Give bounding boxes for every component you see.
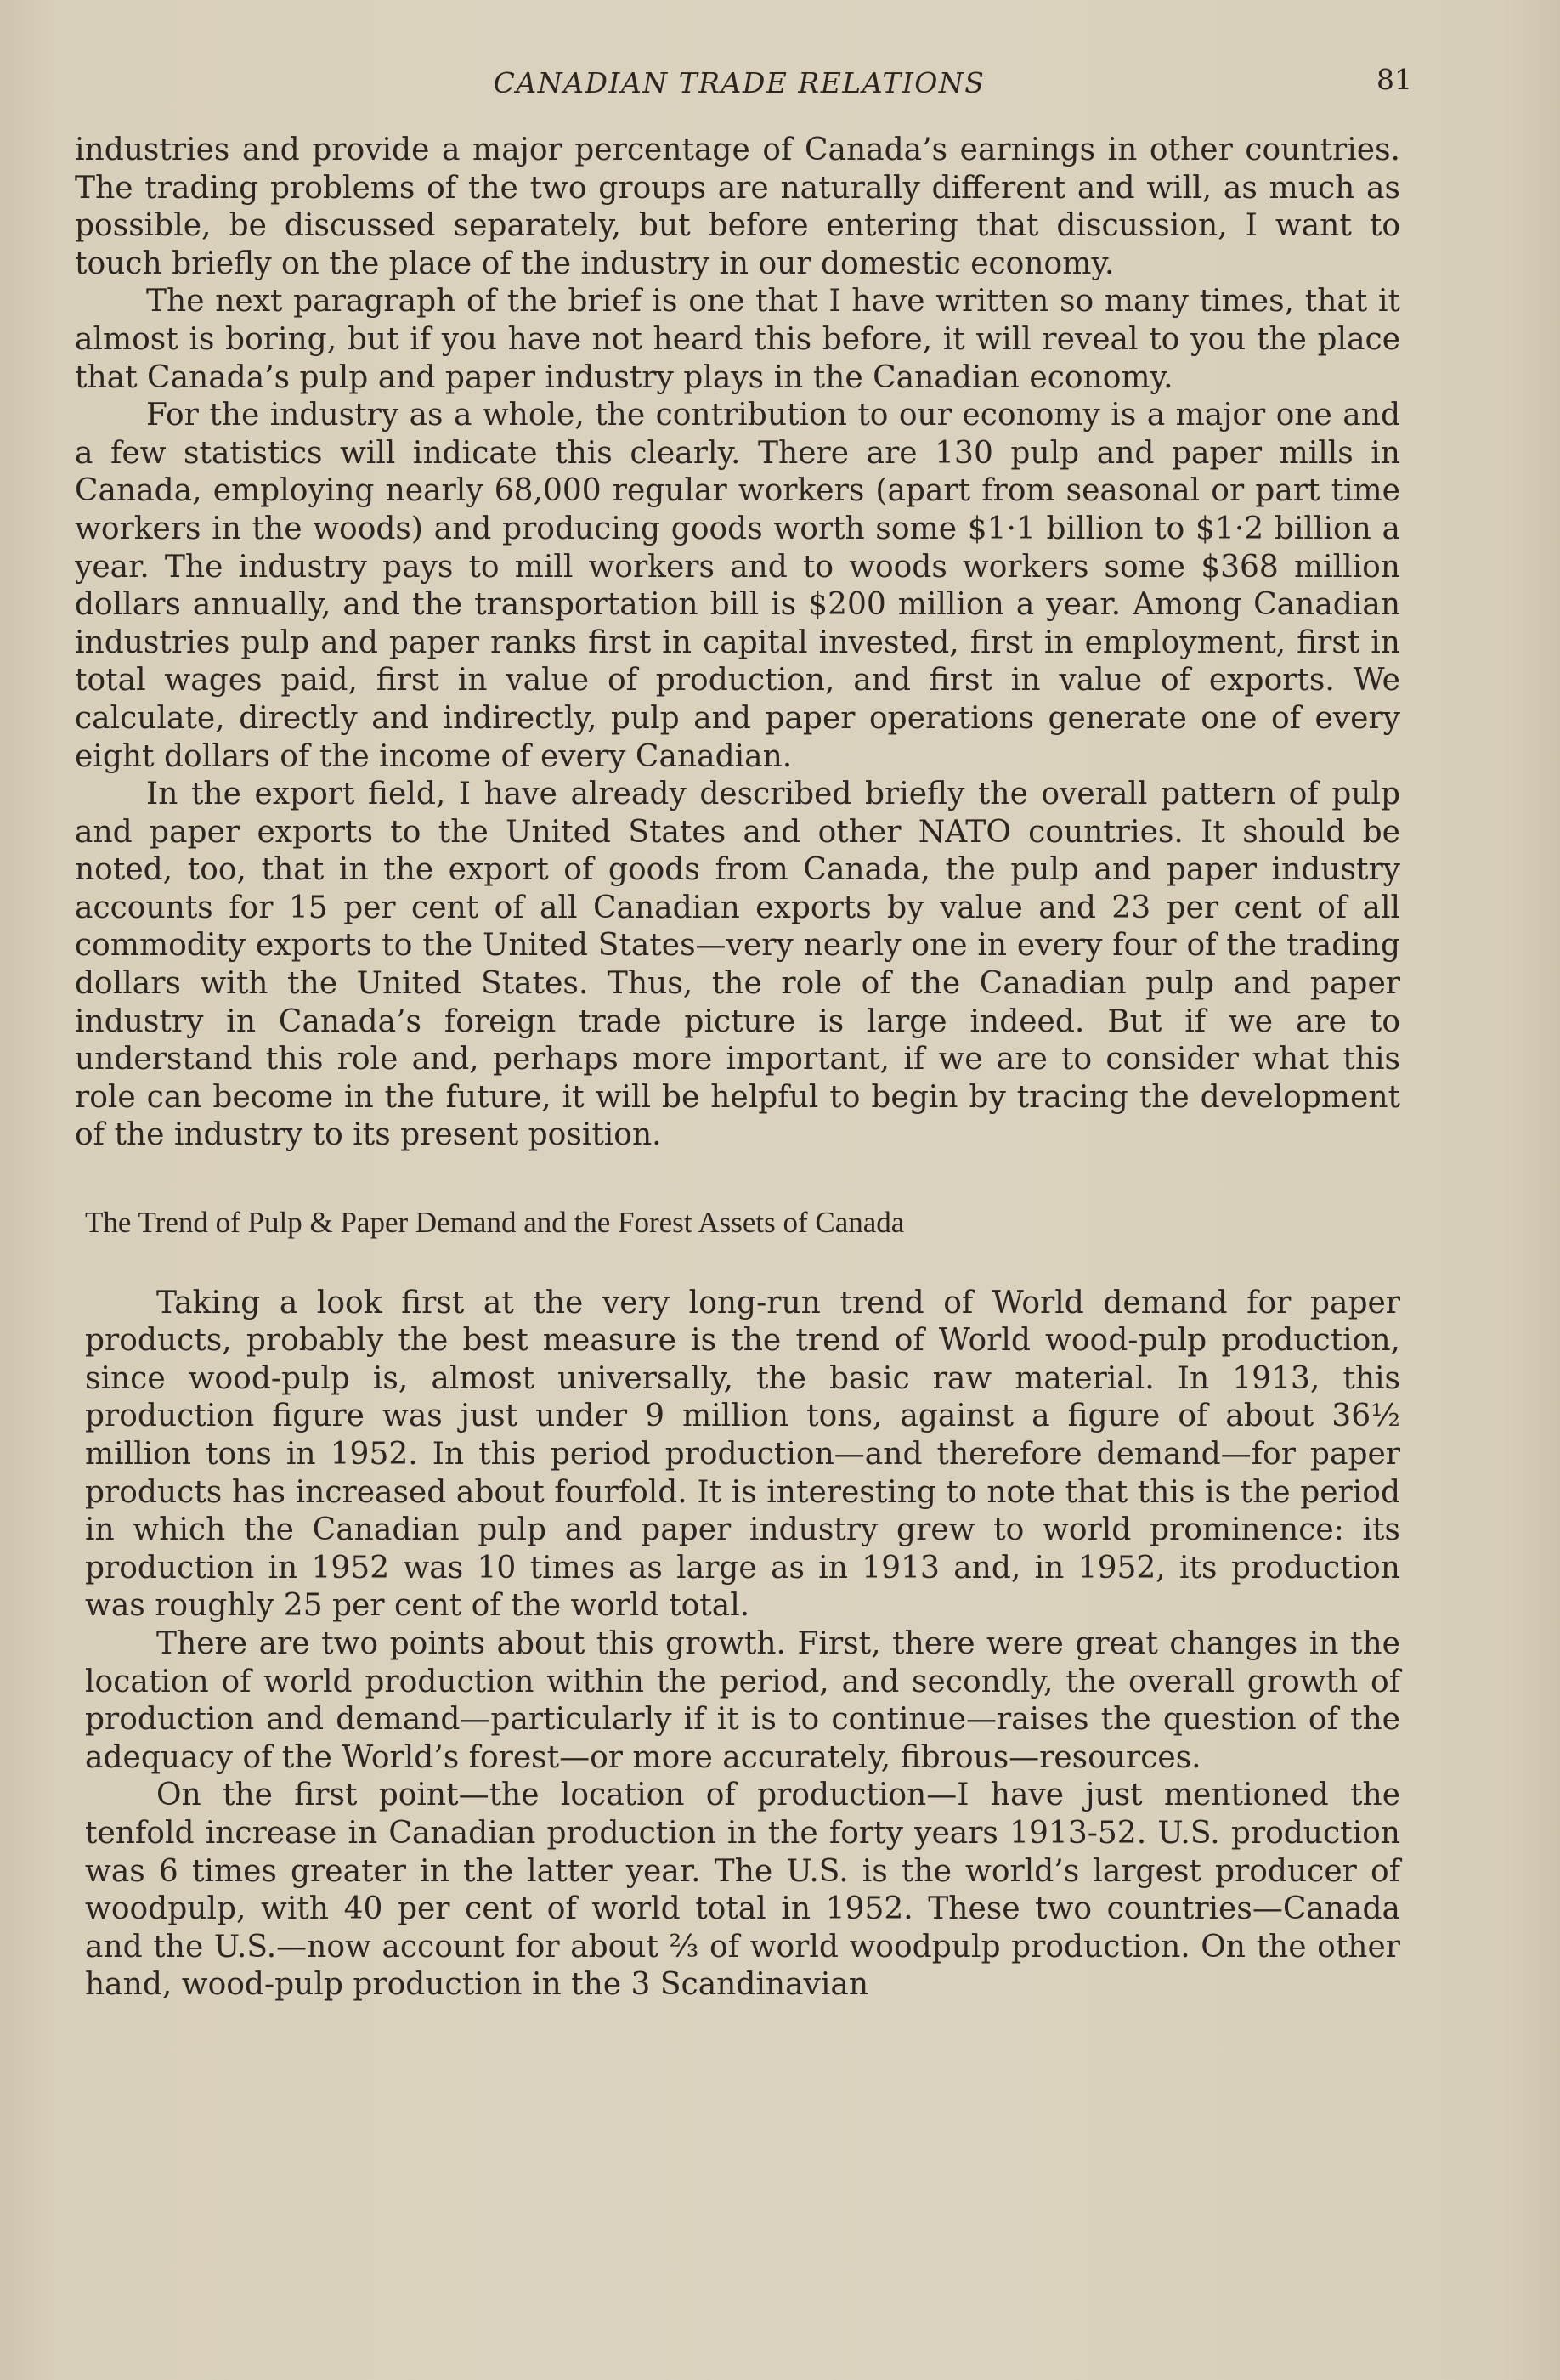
section-heading: The Trend of Pulp & Paper Demand and the Forest Assets of Canada — [85, 1206, 905, 1240]
paragraph: In the export field, I have already described briefly the overall pattern of pulp and paper exports to the United States and other NATO countries. It should be noted, too, that in the export of goods from Canada, the pulp and paper industry accounts for 15 per cent of all Canadian exports by value and 23 per cent of all commodity exports to the United States—very nearly one in every four of the trading dollars with the United States. Thus, the role of the Canadian pulp and paper industry in Canada’s foreign trade picture is large indeed. But if we are to understand this role and, perhaps more important, if we are to consider what this role can become in the future, it will be helpful to begin by tracing the development of the industry to its present position. — [75, 777, 1400, 1153]
paragraph: Taking a look first at the very long-run trend of World demand for paper products, probably the best measure is the trend of World wood-pulp production, since wood-pulp is, almost universally, the basic raw material. In 1913, this production figure was just under 9 million tons, against a figure of about 36½ million tons in 1952. In this period production—and therefore demand—for paper products has increased about fourfold. It is interesting to note that this is the period in which the Canadian pulp and paper industry grew to world prominence: its production in 1952 was 10 times as large as in 1913 and, in 1952, its production was roughly 25 per cent of the world total. — [85, 1285, 1400, 1624]
paragraph: For the industry as a whole, the contribution to our economy is a major one and a few statistics will indicate this clearly. There are 130 pulp and paper mills in Canada, employing nearly 68,000 regular workers (apart from seasonal or part time workers in the woods) and producing goods worth some $1·1 billion to $1·2 billion a year. The industry pays to mill workers and to woods workers some $368 million dollars annually, and the transportation bill is $200 million a year. Among Canadian industries pulp and paper ranks first in capital invested, first in employment, first in total wages paid, first in value of production, and first in value of exports. We calculate, directly and indirectly, pulp and paper operations generate one of every eight dollars of the income of every Canadian. — [75, 398, 1400, 774]
page-number: 81 — [1376, 63, 1412, 96]
running-title: CANADIAN TRADE RELATIONS — [493, 66, 986, 99]
page-header — [76, 61, 1412, 112]
paragraph: industries and provide a major percentage of Canada’s earnings in other countries. The trading problems of the two groups are naturally different and will, as much as possible, be discussed separately, but before entering that discussion, I want to touch briefly on the place of the industry in our domestic economy. — [75, 133, 1400, 281]
paragraph: On the first point—the location of production—I have just mentioned the tenfold increase in Canadian production in the forty years 1913-52. U.S. production was 6 times greater in the latter year. The U.S. is the world’s largest producer of woodpulp, with 40 per cent of world total in 1952. These two countries—Canada and the U.S.—now account for about ⅔ of world woodpulp production. On the other hand, wood-pulp production in the 3 Scandinavian — [85, 1778, 1400, 2003]
paragraph: There are two points about this growth. First, there were great changes in the location of world production within the period, and secondly, the overall growth of production and demand—particularly if it is to continue—raises the question of the adequacy of the World’s forest—or more accurately, fibrous—resources. — [85, 1625, 1400, 1775]
paragraph: The next paragraph of the brief is one that I have written so many times, that it almost is boring, but if you have not heard this before, it will reveal to you the place that Canada’s pulp and paper industry plays in the Canadian economy. — [75, 284, 1400, 395]
body-text — [75, 132, 1400, 2004]
section-body — [75, 1285, 1400, 2004]
